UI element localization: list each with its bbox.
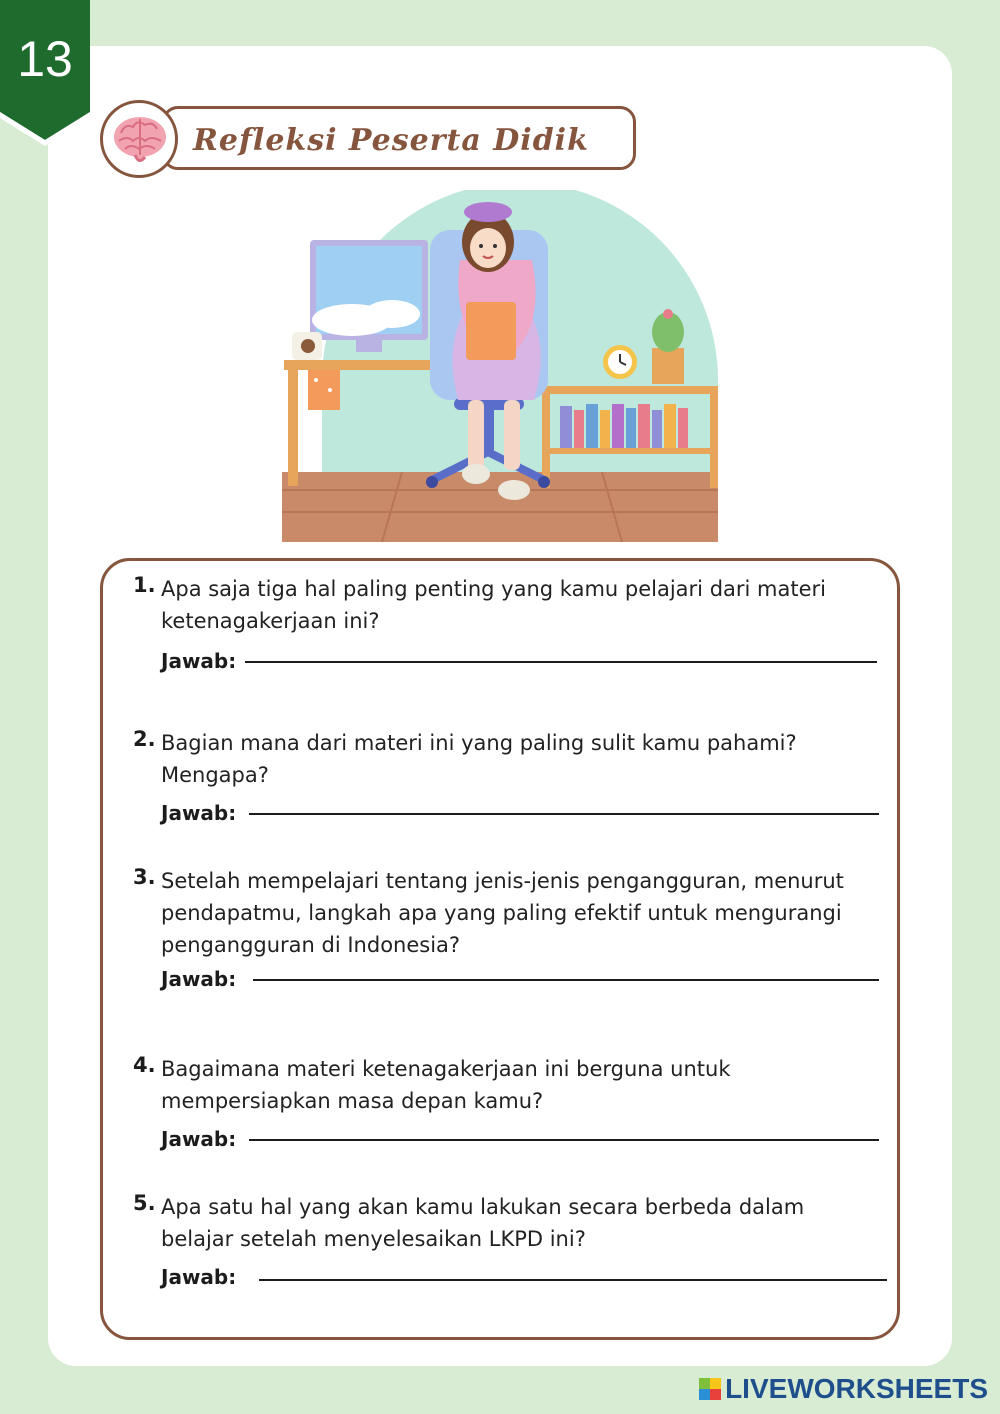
question-number: 3.	[133, 865, 156, 889]
question-number: 2.	[133, 727, 156, 751]
question-number: 1.	[133, 573, 156, 597]
answer-label: Jawab:	[161, 801, 237, 825]
watermark-text: LIVEWORKSHEETS	[725, 1373, 988, 1404]
liveworksheets-logo-icon	[699, 1378, 721, 1400]
brain-badge	[100, 100, 178, 178]
question-number: 5.	[133, 1191, 156, 1215]
answer-line-1[interactable]	[245, 661, 877, 663]
brain-icon	[111, 113, 169, 167]
student-desk-illustration	[282, 190, 718, 542]
liveworksheets-watermark	[699, 1372, 988, 1406]
answer-line-5[interactable]	[259, 1279, 887, 1281]
answer-label: Jawab:	[161, 1265, 237, 1289]
questions-box	[100, 558, 900, 1340]
question-text: Bagian mana dari materi ini yang paling sulit kamu pahami? Mengapa?	[161, 731, 797, 787]
question-text: Setelah mempelajari tentang jenis-jenis pengangguran, menurut pendapatmu, langkah apa yang paling efektif untuk mengurangi pengangguran di Indonesia?	[161, 869, 844, 957]
answer-label: Jawab:	[161, 649, 237, 673]
page-title: Refleksi Peserta Didik	[193, 123, 589, 158]
answer-line-3[interactable]	[253, 979, 879, 981]
question-number: 4.	[133, 1053, 156, 1077]
question-text: Apa saja tiga hal paling penting yang kamu pelajari dari materi ketenagakerjaan ini?	[161, 577, 826, 633]
answer-line-2[interactable]	[249, 813, 879, 815]
question-text: Bagaimana materi ketenagakerjaan ini berguna untuk mempersiapkan masa depan kamu?	[161, 1057, 731, 1113]
answer-line-4[interactable]	[249, 1139, 879, 1141]
page-number-badge	[0, 0, 90, 146]
answer-label: Jawab:	[161, 967, 237, 991]
answer-label: Jawab:	[161, 1127, 237, 1151]
question-text: Apa satu hal yang akan kamu lakukan secara berbeda dalam belajar setelah menyelesaikan LKPD ini?	[161, 1195, 805, 1251]
title-banner	[162, 106, 636, 170]
page-number: 13	[17, 31, 73, 87]
